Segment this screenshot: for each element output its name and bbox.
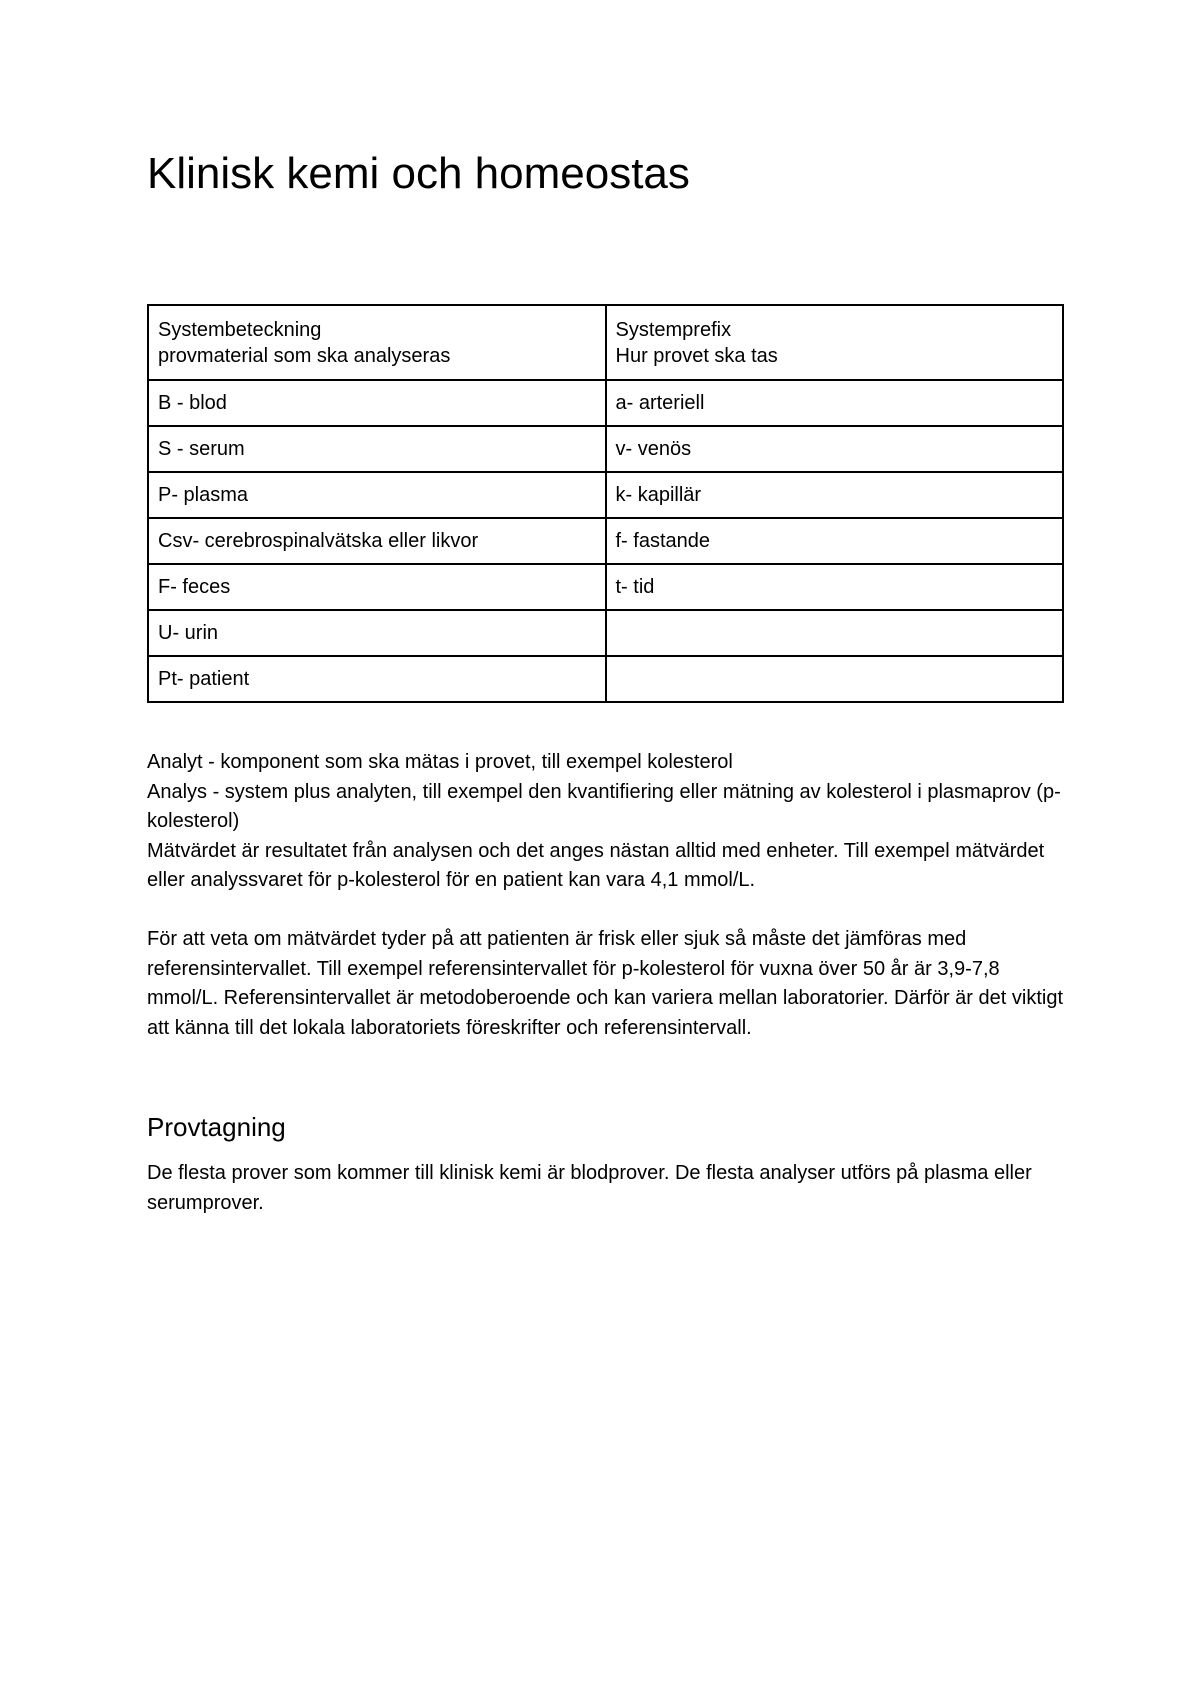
table-row xyxy=(148,380,1063,426)
table-header-cell-system xyxy=(148,305,606,380)
table-row xyxy=(148,656,1063,702)
paragraph-analys: Analys - system plus analyten, till exempel den kvantifiering eller mätning av kolesterol i plasmaprov (p-kolesterol) xyxy=(147,780,1061,832)
section-text-provtagning: De flesta prover som kommer till klinisk kemi är blodprover. De flesta analyser utförs på plasma eller serumprover. xyxy=(147,1162,1032,1214)
table-header-cell-prefix xyxy=(606,305,1064,380)
header-label-systemprefix: Systemprefix xyxy=(615,318,732,341)
table-row xyxy=(148,472,1063,518)
header-sublabel-hur-provet: Hur provet ska tas xyxy=(615,344,778,367)
table-cell-system: P- plasma xyxy=(148,472,606,518)
table-row xyxy=(148,426,1063,472)
table-cell-prefix: v- venös xyxy=(606,426,1064,472)
table-cell-system: B - blod xyxy=(148,380,606,426)
system-table xyxy=(147,304,1064,703)
table-cell-system: Csv- cerebrospinalvätska eller likvor xyxy=(148,518,606,564)
table-header-row xyxy=(148,305,1063,380)
paragraph-referensintervall: För att veta om mätvärdet tyder på att patienten är frisk eller sjuk så måste det jämföras med referensintervallet. Till exempel referensintervallet för p-kolesterol för vuxna över 50 år är 3,9-7,8 mmol/L. Referensintervallet är metodoberoende och kan variera mellan laboratorier. Därför är det viktigt att känna till det lokala laboratoriets föreskrifter och referensintervall. xyxy=(147,928,1063,1039)
table-cell-prefix: f- fastande xyxy=(606,518,1064,564)
table-row xyxy=(148,518,1063,564)
table-cell-system: Pt- patient xyxy=(148,656,606,702)
paragraph-analyt: Analyt - komponent som ska mätas i provet, till exempel kolesterol xyxy=(147,751,733,773)
table-cell-system: U- urin xyxy=(148,610,606,656)
table-cell-system: F- feces xyxy=(148,564,606,610)
header-sublabel-provmaterial: provmaterial som ska analyseras xyxy=(158,344,451,367)
table-cell-prefix xyxy=(606,656,1064,702)
table-cell-prefix: t- tid xyxy=(606,564,1064,610)
table-cell-prefix: k- kapillär xyxy=(606,472,1064,518)
table-cell-prefix: a- arteriell xyxy=(606,380,1064,426)
paragraph-matvardet: Mätvärdet är resultatet från analysen och det anges nästan alltid med enheter. Till exempel mätvärdet eller analyssvaret för p-kolesterol för en patient kan vara 4,1 mmol/L. xyxy=(147,839,1045,891)
header-label-systembeteckning: Systembeteckning xyxy=(158,318,322,341)
section-heading-provtagning: Provtagning xyxy=(147,1112,286,1142)
page-title: Klinisk kemi och homeostas xyxy=(147,149,690,198)
table-row xyxy=(148,610,1063,656)
table-cell-prefix xyxy=(606,610,1064,656)
table-cell-system: S - serum xyxy=(148,426,606,472)
table-row xyxy=(148,564,1063,610)
body-text xyxy=(147,748,1063,1043)
